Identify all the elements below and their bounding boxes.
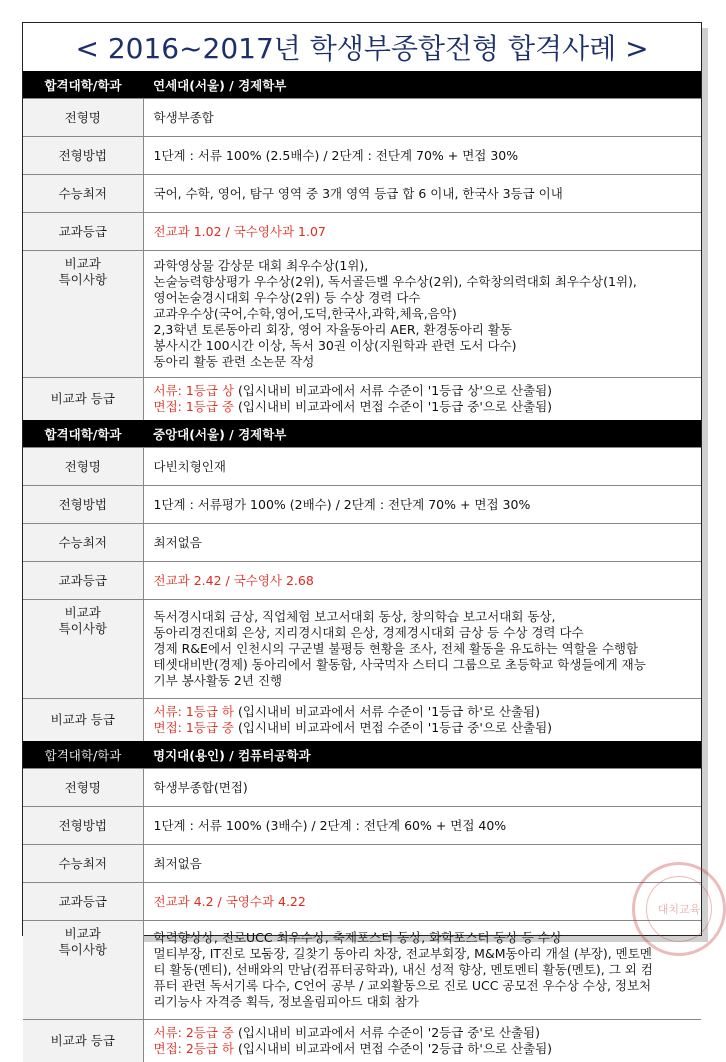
extra-value: 과학영상물 감상문 대회 최우수상(1위), 논술능력향상평가 우수상(2위), 독서골든벨 우수상(2위), 수학창의력대회 최우수상(1위), 영어논술경시대회 우수상(2위) 등 수상 경력 다수 교과우수상(국어,수학,영어,도덕,한국사,과학,체육,음악) 2,3학년 토론동아리 회장, 영어 자율동아리 AER, 환경동아리 활동 봉사시간 100시간 이상, 독서 30권 이상(지원학과 관련 도서 다수) 동아리 활동 관련 소논문 작성 [143,251,701,378]
noncurr-grade-label: 비교과 등급 [23,1020,143,1062]
univ-label: 합격대학/학과 [23,420,143,448]
watermark-seal [632,862,726,956]
csat-value: 최저없음 [143,845,701,883]
grade-value: 전교과 1.02 / 국수영사과 1.07 [143,213,701,251]
noncurr-grade-value: 서류: 1등급 하 (입시내비 비교과에서 서류 수준이 '1등급 하'로 산출됨) 면접: 1등급 중 (입시내비 비교과에서 면접 수준이 '1등급 중'으로 산출됨) [143,699,701,742]
grade-label: 교과등급 [23,883,143,921]
type-label: 전형명 [23,769,143,807]
type-label: 전형명 [23,99,143,137]
case-section-myongji [23,741,701,1062]
grade-value: 전교과 4.2 / 국영수과 4.22 [143,883,701,921]
csat-label: 수능최저 [23,524,143,562]
extra-label: 비교과 특이사항 [23,600,143,699]
method-label: 전형방법 [23,137,143,175]
extra-label: 비교과 특이사항 [23,921,143,1020]
univ-value: 명지대(용인) / 컴퓨터공학과 [143,741,701,769]
grade-label: 교과등급 [23,213,143,251]
type-value: 학생부종합(면접) [143,769,701,807]
univ-label: 합격대학/학과 [23,741,143,769]
grade-value: 전교과 2.42 / 국수영사 2.68 [143,562,701,600]
csat-label: 수능최저 [23,175,143,213]
page-title: < 2016~2017년 학생부종합전형 합격사례 > [23,23,701,71]
type-value: 다빈치형인재 [143,448,701,486]
method-value: 1단계 : 서류평가 100% (2배수) / 2단계 : 전단계 70% + 면접 30% [143,486,701,524]
noncurr-grade-label: 비교과 등급 [23,699,143,742]
extra-value: 학력향상상, 진로UCC 최우수상, 축제포스터 동상, 화학포스터 동상 등 수상 멀티부장, IT진로 모둠장, 길찾기 동아리 차장, 전교부회장, M&M동아리 개설 (부장), 멘토멘 티 활동(멘티), 선배와의 만남(컴퓨터공학과), 내신 성적 향상, 멘토멘티 활동(멘토), 그 외 컴 퓨터 관련 독서기록 다수, C언어 공부 / 교외활동으로 진로 UCC 공모전 우수상 수상, 정보처 리기능사 자격증 획득, 정보올림피아드 대회 참가 [143,921,701,1020]
case-section-chungang [23,420,701,741]
method-label: 전형방법 [23,807,143,845]
method-value: 1단계 : 서류 100% (2.5배수) / 2단계 : 전단계 70% + 면접 30% [143,137,701,175]
csat-label: 수능최저 [23,845,143,883]
univ-value: 연세대(서울) / 경제학부 [143,71,701,99]
method-label: 전형방법 [23,486,143,524]
noncurr-grade-value: 서류: 1등급 상 (입시내비 비교과에서 서류 수준이 '1등급 상'으로 산출됨) 면접: 1등급 중 (입시내비 비교과에서 면접 수준이 '1등급 중'으로 산출됨) [143,378,701,421]
grade-label: 교과등급 [23,562,143,600]
univ-label: 합격대학/학과 [23,71,143,99]
method-value: 1단계 : 서류 100% (3배수) / 2단계 : 전단계 60% + 면접 40% [143,807,701,845]
univ-value: 중앙대(서울) / 경제학부 [143,420,701,448]
seal-inner: 대치교육 [646,876,712,942]
csat-value: 최저없음 [143,524,701,562]
type-value: 학생부종합 [143,99,701,137]
csat-value: 국어, 수학, 영어, 탐구 영역 중 3개 영역 등급 합 6 이내, 한국사 3등급 이내 [143,175,701,213]
case-section-yonsei [23,71,701,420]
type-label: 전형명 [23,448,143,486]
noncurr-grade-value: 서류: 2등급 중 (입시내비 비교과에서 서류 수준이 '2등급 중'로 산출됨) 면접: 2등급 하 (입시내비 비교과에서 면접 수준이 '2등급 하'으로 산출됨) [143,1020,701,1062]
noncurr-grade-label: 비교과 등급 [23,378,143,421]
case-sheet [22,22,702,936]
extra-value: 독서경시대회 금상, 직업체험 보고서대회 동상, 창의학습 보고서대회 동상, 동아리경진대회 은상, 지리경시대회 은상, 경제경시대회 금상 등 수상 경력 다수 경제 R&E에서 인천시의 구군별 불평등 현황을 조사, 전체 활동을 유도하는 역할을 수행함 테셋대비반(경제) 동아리에서 활동함, 사국먹자 스터디 그룹으로 초등학교 학생들에게 재능 기부 봉사활동 2년 진행 [143,600,701,699]
extra-label: 비교과 특이사항 [23,251,143,378]
